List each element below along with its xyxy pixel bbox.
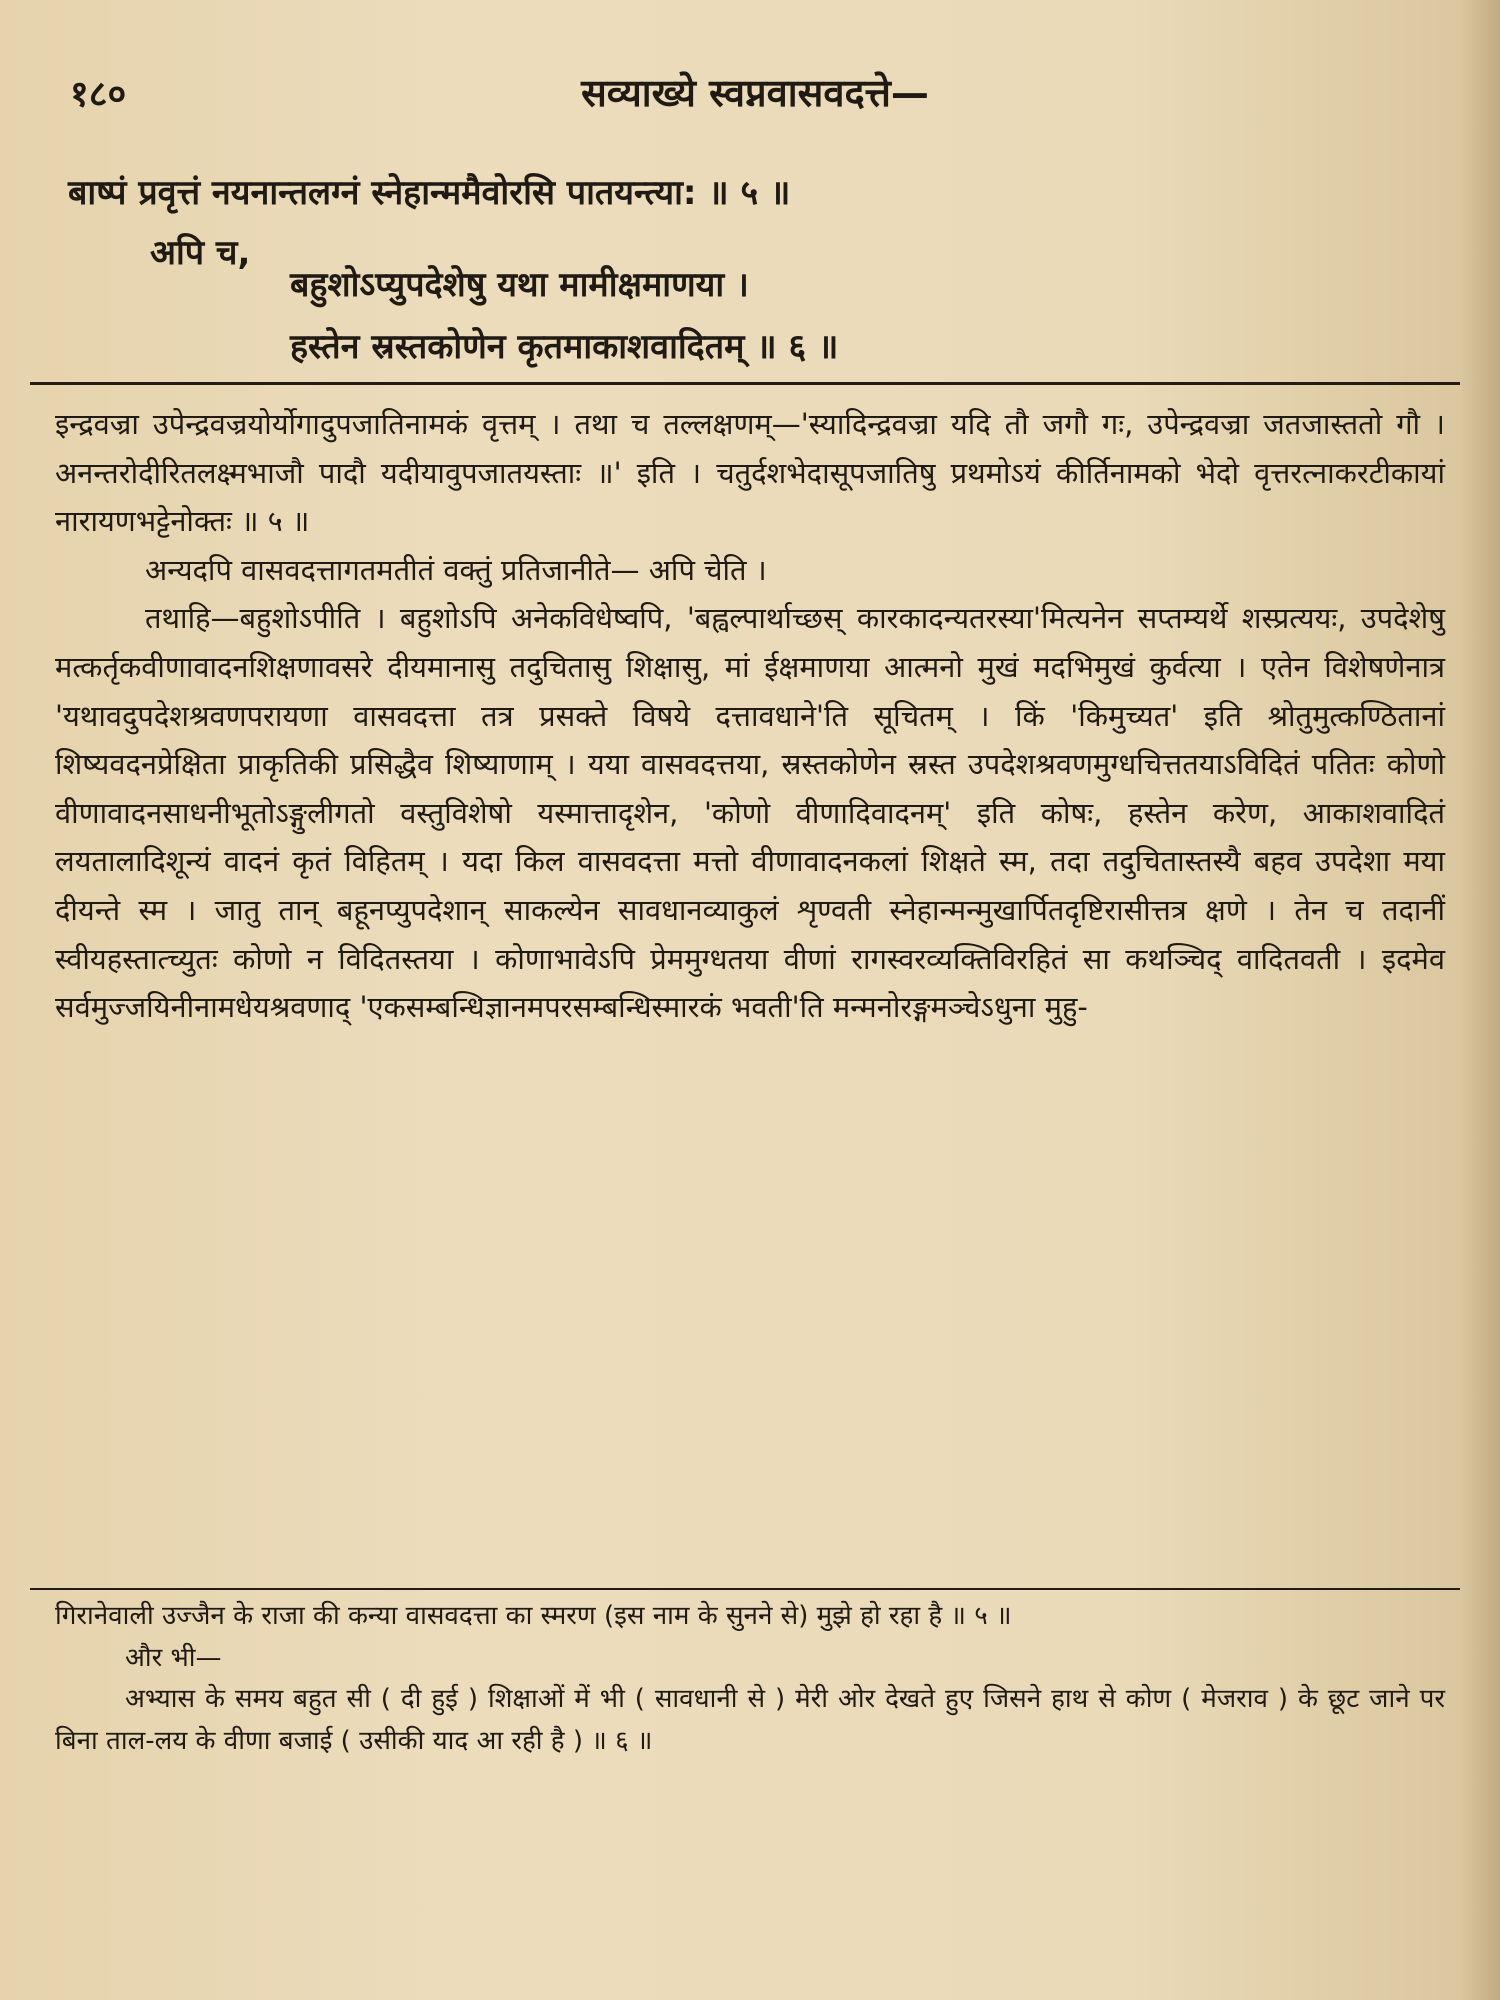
translation-paragraph-1: गिरानेवाली उज्जैन के राजा की कन्या वासवदत्ता का स्मरण (इस नाम के सुनने से) मुझे हो रहा है ॥ ५ ॥ (55, 1601, 1012, 1631)
page-number: १८० (70, 74, 127, 115)
translation-paragraph-2: और भी— (125, 1642, 222, 1673)
commentary-paragraph-2: अन्यदपि वासवदत्तागतमतीतं वक्तुं प्रतिजानीते— अपि चेति । (145, 552, 767, 587)
verse-line-1: बाष्पं प्रवृत्तं नयनान्तलग्नं स्नेहान्ममैवोरसि पातयन्त्या: ॥ ५ ॥ (68, 173, 791, 213)
hindi-translation-block (55, 1596, 1445, 1762)
page-header (70, 62, 1440, 132)
commentary-paragraph-1: इन्द्रवज्रा उपेन्द्रवज्रयोर्योगादुपजातिनामकं वृत्तम् । तथा च तल्लक्षणम्—'स्यादिन्द्रवज्रा यदि तौ जगौ गः, उपेन्द्रवज्रा जतजास्ततो गौ । अनन्तरोदीरितलक्ष्मभाजौ पादौ यदीयावुपजातयस्ताः ॥' इति । चतुर्दशभेदासूपजातिषु प्रथमोऽयं कीर्तिनामको भेदो वृत्तरत्नाकरटीकायां नारायणभट्टेनोक्तः ॥ ५ ॥ (55, 407, 1445, 539)
translation-paragraph-3: अभ्यास के समय बहुत सी ( दी हुई ) शिक्षाओं में भी ( सावधानी से ) मेरी ओर देखते हुए जिसने हाथ से कोण ( मेजराव ) के छूट जाने पर बिना ताल-लय के वीणा बजाई ( उसीकी याद आ रही है ) ॥ ६ ॥ (55, 1684, 1445, 1756)
commentary-block (55, 400, 1445, 1032)
api-cha-line: अपि च, (150, 233, 251, 273)
verse-divider (30, 382, 1460, 385)
running-title: सव्याख्ये स्वप्नवासवदत्ते— (581, 71, 929, 115)
page-edge-shadow (1460, 0, 1500, 2000)
commentary-paragraph-3: तथाहि—बहुशोऽपीति । बहुशोऽपि अनेकविधेष्वपि, 'बह्वल्पार्थाच्छस् कारकादन्यतरस्या'मित्यनेन सप्तम्यर्थे शस्प्रत्ययः, उपदेशेषु मत्कर्तृकवीणावादनशिक्षणावसरे दीयमानासु तदुचितासु शिक्षासु, मां ईक्षमाणया आत्मनो मुखं मदभिमुखं कुर्वत्या । एतेन विशेषणेनात्र 'यथावदुपदेशश्रवणपरायणा वासवदत्ता तत्र प्रसक्ते विषये दत्तावधाने'ति सूचितम् । किं 'किमुच्यत' इति श्रोतुमुत्कण्ठितानां शिष्यवदनप्रेक्षिता प्राकृतिकी प्रसिद्धैव शिष्याणाम् । यया वासवदत्तया, स्रस्तकोणेन स्रस्त उपदेशश्रवणमुग्धचित्ततयाऽविदितं पतितः कोणो वीणावादनसाधनीभूतोऽङ्गुलीगतो वस्तुविशेषो यस्मात्तादृशेन, 'कोणो वीणादिवादनम्' इति कोषः, हस्तेन करेण, आकाशवादितं लयतालादिशून्यं वादनं कृतं विहितम् । यदा किल वासवदत्ता मत्तो वीणावादनकलां शिक्षते स्म, तदा तदुचितास्तस्यै बहव उपदेशा मया दीयन्ते स्म । जातु तान् बहूनप्युपदेशान् साकल्येन सावधानव्याकुलं शृण्वती स्नेहान्मन्मुखार्पितदृष्टिरासीत्तत्र क्षणे । तेन च तदानीं स्वीयहस्तात्च्युतः कोणो न विदितस्तया । कोणाभावेऽपि प्रेममुग्धतया वीणां रागस्वरव्यक्तिविरहितं सा कथञ्चिद् वादितवती । इदमेव सर्वमुज्जयिनीनामधेयश्रवणाद् 'एकसम्बन्धिज्ञानमपरसम्बन्धिस्मारकं भवती'ति मन्मनोरङ्गमञ्चेऽधुना मुहु- (55, 601, 1445, 1025)
verse-line-3: हस्तेन स्रस्तकोणेन कृतमाकाशवादितम् ॥ ६ ॥ (290, 327, 839, 367)
verse-line-2: बहुशोऽप्युपदेशेषु यथा मामीक्षमाणया । (290, 265, 749, 305)
footnote-divider (30, 1588, 1460, 1590)
